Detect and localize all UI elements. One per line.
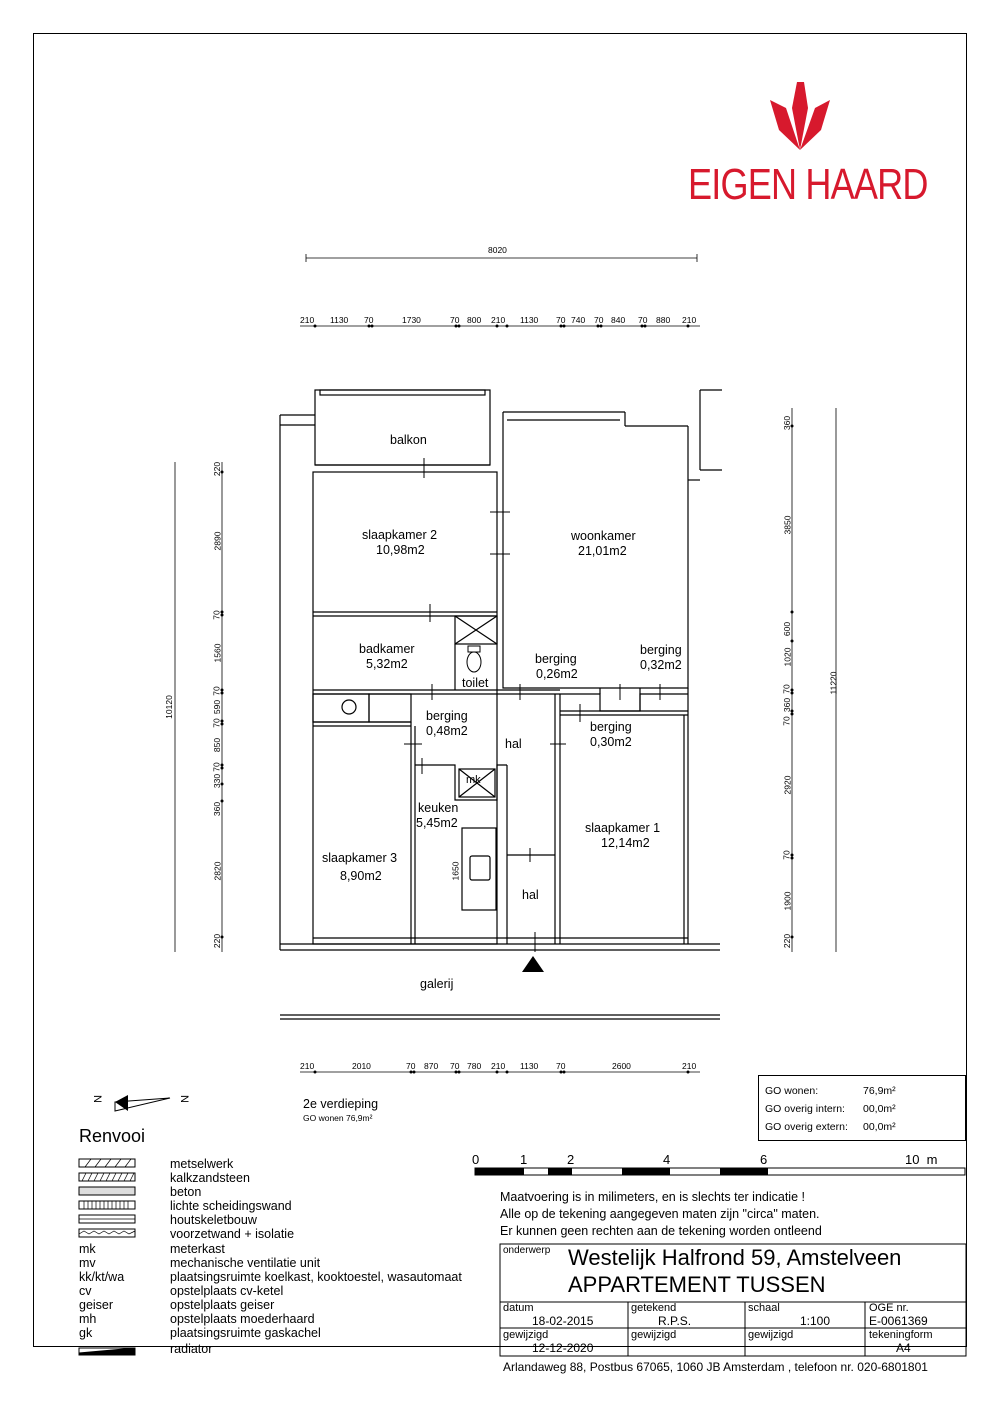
top-dimension-lines (175, 254, 836, 1072)
tb-tekeningform-label: tekeningform (869, 1329, 933, 1341)
legend-desc: voorzetwand + isolatie (170, 1227, 295, 1241)
bottom-dim: 70 (406, 1061, 416, 1071)
top-dim: 70 (556, 315, 566, 325)
tb-oge-label: OGE nr. (869, 1302, 909, 1314)
room-woonkamer-area: 21,01m2 (578, 544, 627, 558)
top-dim: 70 (594, 315, 604, 325)
legend-desc: plaatsingsruimte koelkast, kooktoestel, wasautomaat (170, 1270, 462, 1284)
top-dim: 70 (364, 315, 374, 325)
legend-desc: metselwerk (170, 1157, 234, 1171)
bottom-dim: 2600 (612, 1061, 631, 1071)
room-slaapkamer-3-area: 8,90m2 (340, 869, 382, 883)
room-berging-4-name: berging (590, 720, 632, 734)
left-dim: 220 (212, 933, 223, 949)
scale-bar (475, 1168, 965, 1175)
right-dim: 70 (781, 684, 792, 694)
room-slaapkamer-2-name: slaapkamer 2 (362, 528, 438, 542)
room-badkamer-name: badkamer (359, 642, 415, 656)
entrance-arrow-icon (522, 956, 544, 972)
top-dim: 800 (467, 315, 482, 325)
left-dim: 2890 (212, 531, 223, 551)
bottom-dim: 1130 (520, 1061, 539, 1071)
legend-code: mh (79, 1312, 97, 1326)
bottom-dim: 70 (556, 1061, 566, 1071)
tb-onderwerp-label: onderwerp (503, 1245, 551, 1256)
top-dim: 1130 (520, 315, 539, 325)
right-dim: 1900 (782, 891, 793, 911)
left-dim-total: 10120 (163, 695, 174, 719)
legend-desc: plaatsingsruimte gaskachel (170, 1326, 321, 1340)
tb-oge-value: E-0061369 (869, 1314, 928, 1328)
floor-plan-walls (280, 390, 722, 1019)
legend-code: kk/kt/wa (79, 1270, 125, 1284)
legend-desc: houtskeletbouw (170, 1213, 257, 1227)
dimension-ticks (221, 325, 794, 1074)
bottom-dim: 70 (450, 1061, 460, 1071)
left-dim: 2820 (212, 861, 223, 881)
left-dim: 70 (211, 718, 222, 728)
tb-title-line2: APPARTEMENT TUSSEN (568, 1272, 826, 1297)
bottom-dim: 2010 (352, 1061, 371, 1071)
dim-total-width: 8020 (488, 245, 507, 255)
room-berging-1-area: 0,26m2 (536, 667, 578, 681)
right-dim: 600 (782, 621, 793, 637)
legend-desc: opstelplaats cv-ketel (170, 1284, 284, 1298)
room-balkon: balkon (390, 433, 427, 447)
room-berging-1-name: berging (535, 652, 577, 666)
scale-tick: 2 (567, 1152, 575, 1167)
legend-desc: lichte scheidingswand (170, 1199, 292, 1213)
go-label: GO overig intern: (765, 1103, 845, 1115)
legend-desc: opstelplaats geiser (170, 1298, 275, 1312)
left-dim: 850 (212, 737, 223, 753)
tb-title-line1: Westelijk Halfrond 59, Amstelveen (568, 1245, 902, 1270)
room-berging-3-name: berging (426, 709, 468, 723)
room-slaapkamer-3-name: slaapkamer 3 (322, 851, 398, 865)
tb-tekeningform-value: A4 (896, 1341, 911, 1355)
logo-mark-icon (770, 82, 830, 150)
room-toilet: toilet (462, 676, 489, 690)
go-value: 00,0m² (863, 1103, 896, 1115)
top-dim: 740 (571, 315, 586, 325)
top-dim: 70 (450, 315, 460, 325)
scale-tick: 0 (472, 1152, 480, 1167)
go-value: 00,0m² (863, 1121, 896, 1133)
legend-code: mk (79, 1242, 96, 1256)
north-label-right: N (177, 1095, 190, 1103)
toilet-icon (467, 646, 481, 672)
left-dim: 70 (211, 686, 222, 696)
room-berging-2-name: berging (640, 643, 682, 657)
north-label-left: N (90, 1095, 103, 1103)
legend-code: gk (79, 1326, 93, 1340)
tb-address: Arlandaweg 88, Postbus 67065, 1060 JB Amsterdam , telefoon nr. 020-6801801 (503, 1360, 928, 1374)
left-dim: 70 (211, 610, 222, 620)
right-dim: 70 (781, 850, 792, 860)
tb-schaal-value: 1:100 (800, 1314, 831, 1328)
go-value: 76,9m² (863, 1085, 896, 1097)
legend-desc: mechanische ventilatie unit (170, 1256, 321, 1270)
top-dim: 840 (611, 315, 626, 325)
top-dim: 210 (682, 315, 697, 325)
right-dim: 360 (782, 697, 793, 713)
legend-desc: radiator (170, 1342, 213, 1356)
room-slaapkamer-1-area: 12,14m2 (601, 836, 650, 850)
north-arrow-icon (115, 1095, 170, 1111)
top-dim: 1730 (402, 315, 421, 325)
top-dim: 210 (300, 315, 315, 325)
scale-tick: 4 (663, 1152, 671, 1167)
room-hal-entrance: hal (522, 888, 539, 902)
left-dim: 70 (211, 762, 222, 772)
right-dim: 70 (781, 716, 792, 726)
room-meterkast: mk (466, 774, 481, 786)
bottom-dim: 780 (467, 1061, 482, 1071)
brand-wordmark: EIGEN HAARD (688, 160, 928, 209)
note-line: Alle op de tekening aangegeven maten zijn "circa" maten. (500, 1207, 820, 1221)
tb-gewijzigd-label: gewijzigd (631, 1329, 677, 1341)
right-dim: 360 (782, 415, 793, 431)
legend-title: Renvooi (79, 1126, 146, 1146)
top-dim: 210 (491, 315, 506, 325)
kitchen-counter-dim: 1650 (450, 861, 461, 881)
go-label: GO overig extern: (765, 1121, 848, 1133)
room-woonkamer-name: woonkamer (571, 529, 636, 543)
legend-code: mv (79, 1256, 96, 1270)
room-berging-3-area: 0,48m2 (426, 724, 468, 738)
left-dim: 330 (212, 773, 223, 789)
room-keuken-area: 5,45m2 (416, 816, 458, 830)
room-berging-2-area: 0,32m2 (640, 658, 682, 672)
room-badkamer-area: 5,32m2 (366, 657, 408, 671)
note-line: Er kunnen geen rechten aan de tekening worden ontleend (500, 1224, 822, 1238)
legend-desc: opstelplaats moederhaard (170, 1312, 315, 1326)
tb-gewijzigd-label: gewijzigd (748, 1329, 794, 1341)
left-dim: 220 (212, 461, 223, 477)
left-dim: 360 (212, 801, 223, 817)
scale-tick: 6 (760, 1152, 768, 1167)
legend-desc: kalkzandsteen (170, 1171, 250, 1185)
bottom-dim: 210 (491, 1061, 506, 1071)
go-summary-box (758, 1075, 966, 1141)
right-dim-total: 11220 (828, 671, 839, 695)
room-galerij: galerij (420, 977, 454, 991)
room-hal: hal (505, 737, 522, 751)
legend-desc: beton (170, 1185, 202, 1199)
bottom-dim: 870 (424, 1061, 439, 1071)
legend-code: geiser (79, 1298, 114, 1312)
room-keuken-name: keuken (418, 801, 459, 815)
tb-getekend-label: getekend (631, 1302, 677, 1314)
scale-tick: 1 (520, 1152, 528, 1167)
go-label: GO wonen: (765, 1085, 819, 1097)
left-dim: 590 (212, 699, 223, 715)
room-berging-4-area: 0,30m2 (590, 735, 632, 749)
top-dim: 880 (656, 315, 671, 325)
room-slaapkamer-2-area: 10,98m2 (376, 543, 425, 557)
tb-schaal-label: schaal (748, 1302, 780, 1314)
right-dim: 3850 (782, 515, 793, 535)
floor-level: 2e verdieping (303, 1097, 379, 1111)
legend-code: cv (79, 1284, 92, 1298)
top-dim: 70 (638, 315, 648, 325)
right-dim: 220 (782, 933, 793, 949)
left-dim: 1560 (212, 643, 223, 663)
floor-go: GO wonen 76,9m² (303, 1113, 373, 1123)
bottom-dim: 210 (682, 1061, 697, 1071)
right-dim: 1020 (782, 647, 793, 667)
tb-datum-value: 18-02-2015 (532, 1314, 594, 1328)
tb-gewijzigd-label: gewijzigd (503, 1329, 549, 1341)
top-dim: 1130 (330, 315, 349, 325)
note-line: Maatvoering is in milimeters, en is slechts ter indicatie ! (500, 1190, 805, 1204)
tb-datum-label: datum (503, 1302, 534, 1314)
right-dim: 2920 (782, 775, 793, 795)
tb-gewijzigd-value: 12-12-2020 (532, 1341, 594, 1355)
room-slaapkamer-1-name: slaapkamer 1 (585, 821, 661, 835)
tb-getekend-value: R.P.S. (658, 1314, 692, 1328)
legend-desc: meterkast (170, 1242, 225, 1256)
bottom-dim: 210 (300, 1061, 315, 1071)
scale-tick: 10 m (905, 1152, 938, 1167)
